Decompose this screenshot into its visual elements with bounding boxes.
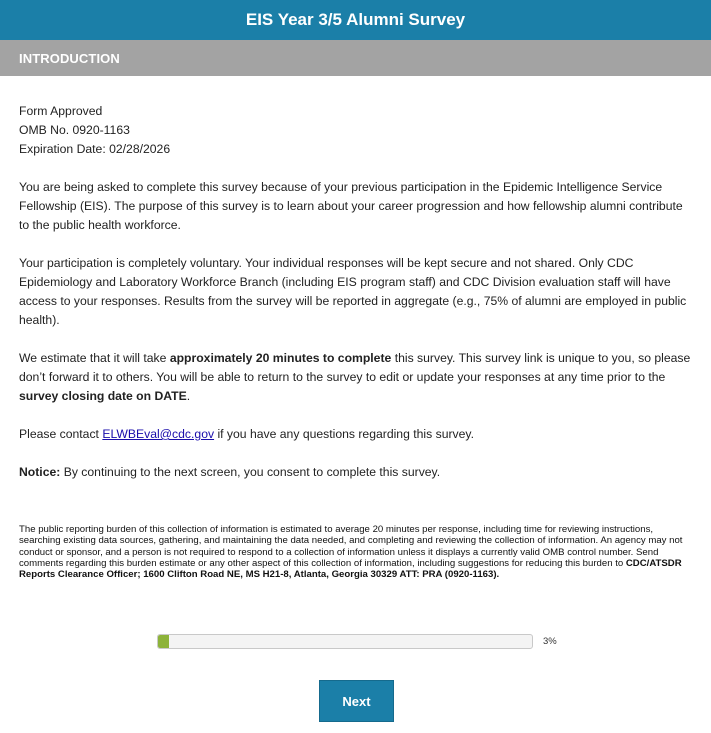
section-bar — [0, 40, 711, 76]
expiration-date: Expiration Date: 02/28/2026 — [19, 142, 171, 156]
notice-text: By continuing to the next screen, you consent to complete this survey. — [60, 465, 441, 479]
notice-paragraph — [19, 463, 692, 482]
p3-text-c: . — [186, 389, 191, 403]
progress-fill — [158, 635, 169, 648]
notice-label: Notice: — [19, 465, 61, 479]
section-title: INTRODUCTION — [19, 50, 120, 66]
intro-paragraph-2: Your participation is completely voluntary. Your individual responses will be kept secure and not shared. Only CDC Epidemiology and Laboratory Workforce Branch (including EIS program staff) and CDC Division evaluation staff will have access to your responses. Results from the survey will be reported in aggregate (e.g., 75% of alumni are employed in public health). — [19, 256, 687, 327]
next-button[interactable]: Next — [319, 680, 394, 722]
progress-bar — [157, 634, 533, 649]
survey-header — [0, 0, 711, 40]
p3-bold-duration: approximately 20 minutes to complete — [169, 351, 392, 365]
form-approved-block — [19, 102, 692, 159]
intro-paragraph-4 — [19, 425, 692, 444]
p3-text-b: this survey. This survey link is unique to you, so please don’t forward it to others. You will be able to return to the survey to edit or update your responses at any time prior to the — [19, 351, 691, 384]
omb-number: OMB No. 0920-1163 — [19, 123, 130, 137]
burden-statement — [0, 524, 711, 580]
survey-title: EIS Year 3/5 Alumni Survey — [245, 10, 466, 29]
p4-text-a: Please contact — [19, 427, 103, 441]
progress-label: 3% — [543, 636, 557, 647]
burden-text: The public reporting burden of this collection of information is estimated to average 20 minutes per response, including time for reviewing instructions, searching existing data sources, gathering, and maintaining the data needed, and completing and reviewing the collection of information. An agency may not conduct or sponsor, and a person is not required to respond to a collection of information unless it displays a currently valid OMB control number. Send comments regarding this burden estimate or any other aspect of this collection of information, including suggestions for reducing this burden to — [19, 524, 683, 569]
form-approved-line: Form Approved — [19, 104, 103, 118]
burden-address: CDC/ATSDR Reports Clearance Officer; 1600 Clifton Road NE, MS H21-8, Atlanta, Georgia 30329 ATT: PRA (0920-1163). — [19, 557, 682, 581]
intro-paragraph-1: You are being asked to complete this survey because of your previous participation in the Epidemic Intelligence Service Fellowship (EIS). The purpose of this survey is to learn about your career progression and how fellowship alumni contribute to the public health workforce. — [19, 180, 683, 232]
intro-paragraph-3 — [19, 349, 692, 406]
p3-text-a: We estimate that it will take — [19, 351, 170, 365]
progress-row — [157, 634, 557, 649]
contact-email-link[interactable]: ELWBEval@cdc.gov — [102, 427, 215, 441]
intro-content — [0, 76, 711, 482]
p3-bold-closing: survey closing date on DATE — [19, 389, 187, 403]
p4-text-b: if you have any questions regarding this survey. — [214, 427, 474, 441]
